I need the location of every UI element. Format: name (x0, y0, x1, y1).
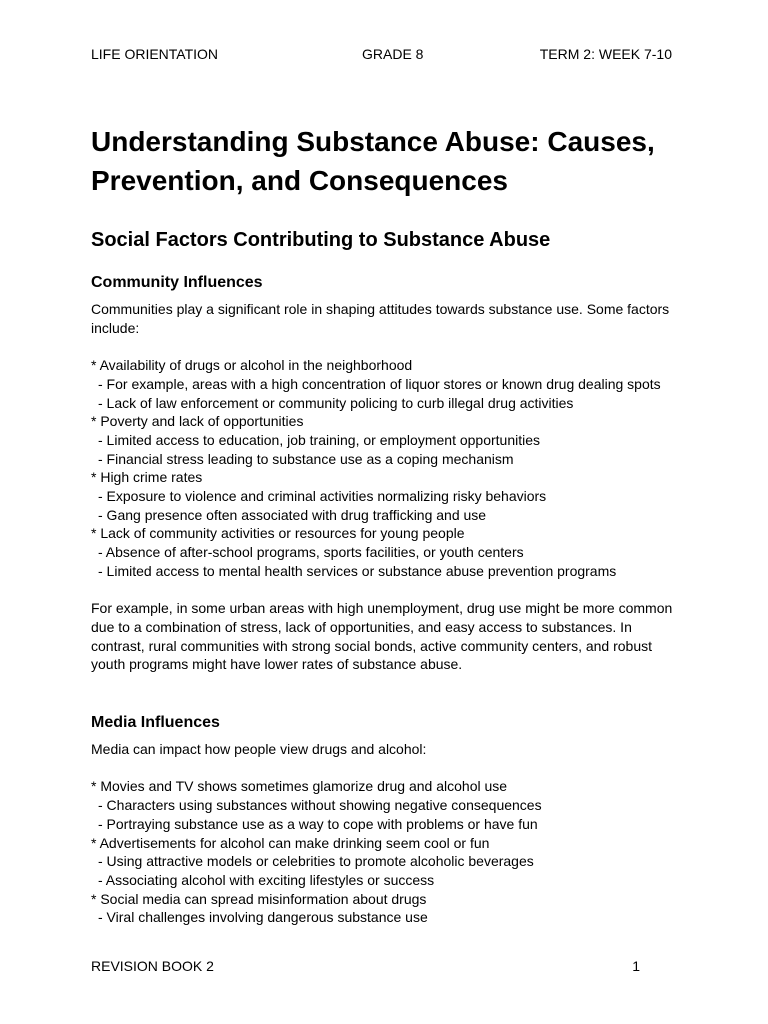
community-factor-list (91, 356, 681, 580)
list-item: - Exposure to violence and criminal activities normalizing risky behaviors (98, 488, 547, 505)
list-item: - Limited access to education, job training, or employment opportunities (98, 431, 541, 448)
list-item: - Associating alcohol with exciting lifestyles or success (98, 871, 435, 888)
list-item: - For example, areas with a high concentration of liquor stores or known drug dealing spots (98, 375, 661, 392)
page-footer (91, 957, 640, 975)
list-item: - Characters using substances without showing negative consequences (98, 797, 542, 814)
media-heading: Media Influences (91, 714, 220, 731)
list-item: - Financial stress leading to substance use as a coping mechanism (98, 450, 514, 467)
footer-book-title: REVISION BOOK 2 (91, 958, 214, 974)
list-item: * Lack of community activities or resources for young people (91, 525, 465, 542)
community-heading: Community Influences (91, 274, 263, 291)
header-subject: LIFE ORIENTATION (91, 46, 219, 62)
list-item: - Lack of law enforcement or community policing to curb illegal drug activities (98, 394, 574, 411)
community-intro: Communities play a significant role in shaping attitudes towards substance use. Some factors include: (91, 301, 674, 336)
list-item: * Poverty and lack of opportunities (91, 413, 304, 430)
header-term: TERM 2: WEEK 7-10 (539, 46, 672, 62)
section-heading: Social Factors Contributing to Substance Abuse (91, 229, 551, 251)
list-item: - Viral challenges involving dangerous substance use (98, 909, 428, 926)
list-item: * Movies and TV shows sometimes glamorize drug and alcohol use (91, 778, 508, 795)
media-intro: Media can impact how people view drugs and alcohol: (91, 741, 427, 757)
list-item: - Gang presence often associated with drug trafficking and use (98, 506, 487, 523)
media-influences-section (91, 713, 681, 927)
list-item: - Absence of after-school programs, sports facilities, or youth centers (98, 544, 524, 561)
community-influences-section (91, 273, 681, 674)
document-title: Understanding Substance Abuse: Causes, Prevention, and Consequences (91, 126, 655, 196)
list-item: * Advertisements for alcohol can make drinking seem cool or fun (91, 834, 490, 851)
list-item: * High crime rates (91, 469, 203, 486)
page-header (91, 45, 672, 63)
list-item: * Social media can spread misinformation about drugs (91, 890, 427, 907)
page-number: 1 (632, 958, 640, 974)
header-grade: GRADE 8 (362, 46, 424, 62)
list-item: - Portraying substance use as a way to cope with problems or have fun (98, 815, 538, 832)
list-item: * Availability of drugs or alcohol in the neighborhood (91, 357, 413, 374)
media-factor-list (91, 777, 681, 927)
list-item: - Limited access to mental health services or substance abuse prevention programs (98, 562, 617, 579)
list-item: - Using attractive models or celebrities to promote alcoholic beverages (98, 853, 534, 870)
community-example-paragraph: For example, in some urban areas with high unemployment, drug use might be more common due to a combination of stress, lack of opportunities, and easy access to substances. In contrast, rural communities with strong social bonds, active community centers, and robust youth programs might have lower rates of substance abuse. (91, 600, 677, 673)
